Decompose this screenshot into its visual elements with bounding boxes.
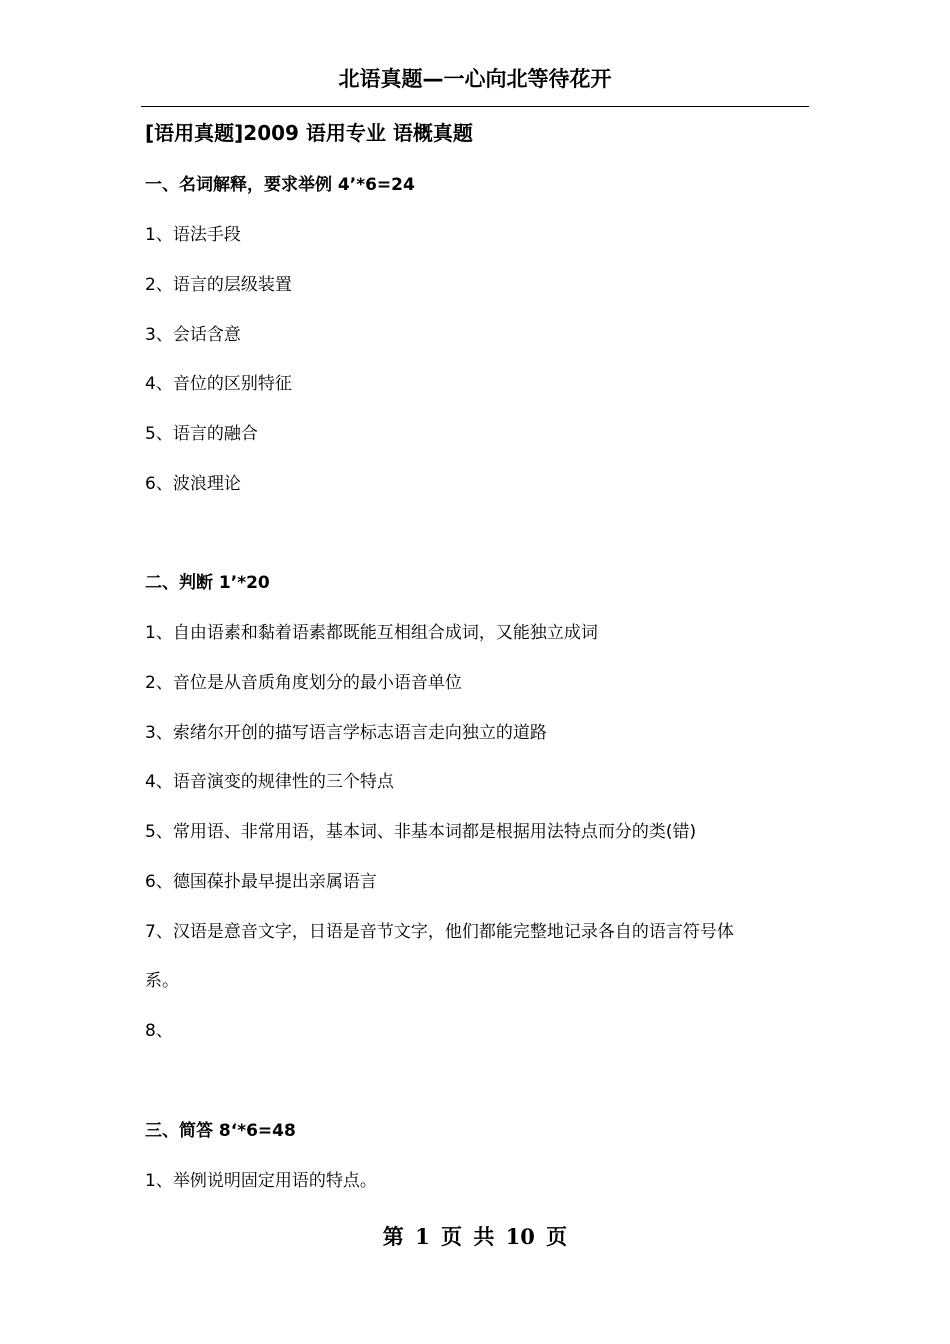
page-header-title: 北语真题—一心向北等待花开 [338,67,612,91]
section-heading-short-answer: 三、简答 8‘*6=48 [145,1121,296,1141]
list-item: 6、德国葆扑最早提出亲属语言 [145,872,377,892]
section-heading-definitions: 一、名词解释，要求举例 4’*6=24 [145,175,415,195]
list-item: 4、音位的区别特征 [145,374,292,394]
list-item: 6、波浪理论 [145,474,241,494]
list-item: 1、举例说明固定用语的特点。 [145,1171,377,1191]
header-divider [141,106,809,107]
list-item: 7、汉语是意音文字，日语是音节文字，他们都能完整地记录各自的语言符号体 [145,922,734,942]
list-item: 5、常用语、非常用语，基本词、非基本词都是根据用法特点而分的类(错) [145,822,697,842]
list-item: 3、会话含意 [145,325,241,345]
list-item: 8、 [145,1021,173,1041]
document-title: [语用真题]2009 语用专业 语概真题 [145,121,473,145]
list-item-continuation: 系。 [145,971,179,991]
list-item: 5、语言的融合 [145,424,258,444]
list-item: 1、自由语素和黏着语素都既能互相组合成词，又能独立成词 [145,623,598,643]
list-item: 1、语法手段 [145,225,241,245]
list-item: 3、索绪尔开创的描写语言学标志语言走向独立的道路 [145,723,547,743]
list-item: 4、语音演变的规律性的三个特点 [145,772,394,792]
section-heading-true-false: 二、判断 1’*20 [145,573,270,593]
list-item: 2、音位是从音质角度划分的最小语音单位 [145,673,462,693]
page-footer-page-number: 第 1 页 共 10 页 [382,1224,568,1249]
list-item: 2、语言的层级装置 [145,275,292,295]
